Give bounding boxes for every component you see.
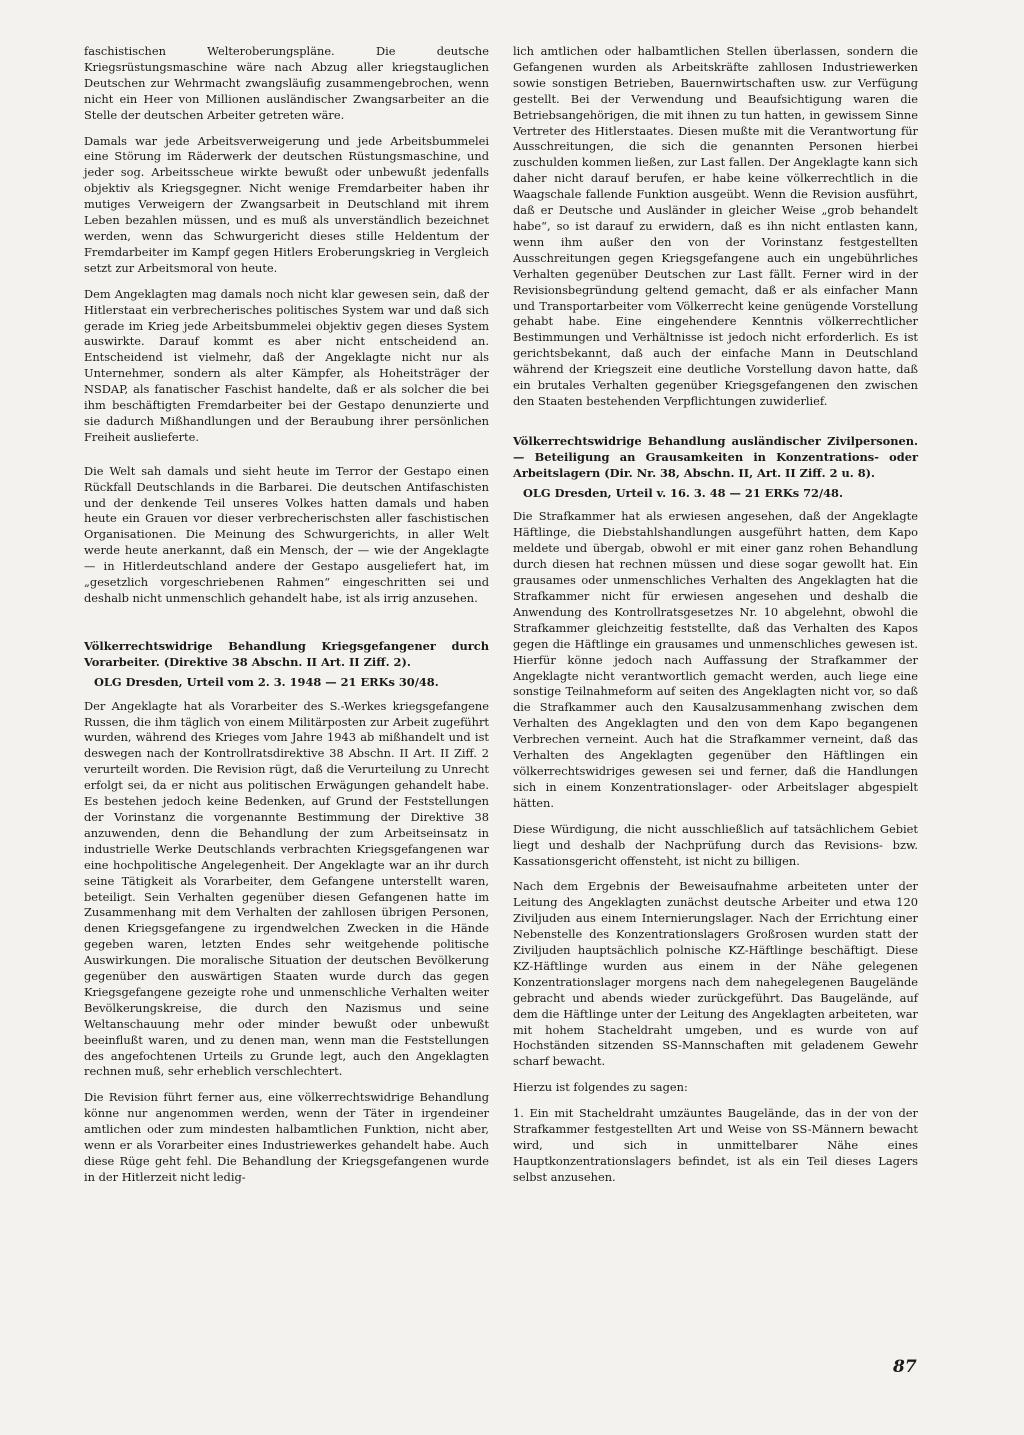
paragraph: faschistischen Welteroberungspläne. Die deutsche Kriegsrüstungsmaschine wäre nach Abzug aller kriegstauglichen Deutschen zur Wehrmacht zwangsläufig zusammengebrochen, wenn nicht ein Heer von Millionen ausländischer Zwangsarbeiter an die Stelle der deutschen Arbeiter getreten wäre. xyxy=(84,44,489,122)
paragraph: Dem Angeklagten mag damals noch nicht klar gewesen sein, daß der Hitlerstaat ein verbrecherisches politisches System war und daß sich gerade im Krieg jede Arbeitsbummelei objektiv gegen dieses System auswirkte. Darauf kommt es aber nicht entscheidend an. Entscheidend ist vielmehr, daß der Angeklagte nicht nur als Unternehmer, sondern als alter Kämpfer, als Hoheitsträger der NSDAP, als fanatischer Faschist handelte, daß er als solcher die bei ihm beschäftigten Fremdarbeiter bei der Gestapo denunzierte und sie dadurch Mißhandlungen und der Beraubung ihrer persönlichen Freiheit auslieferte. xyxy=(84,286,489,444)
paragraph: Die Strafkammer hat als erwiesen angesehen, daß der Angeklagte Häftlinge, die Diebstahlshandlungen ausgeführt hatten, dem Kapo meldete und übergab, obwohl er mit einer ganz rohen Behandlung durch diesen hat rechnen müssen und diese sogar gewollt hat. Ein grausames oder unmenschliches Verhalten des Angeklagten hat die Strafkammer nicht für erwiesen angesehen und deshalb die Anwendung des Kontrollratsgesetzes Nr. 10 abgelehnt, obwohl die Strafkammer gleichzeitig feststellte, daß das Verhalten des Kapos gegen die Häftlinge ein grausames und unmenschliches gewesen ist. Hierfür könne jedoch nach Auffassung der Strafkammer der Angeklagte nicht verantwortlich gemacht werden, auch liege eine sonstige Teilnahmeform auf seiten des Angeklagten nicht vor, so daß die Strafkammer auch den Kausalzusammenhang zwischen dem Verhalten des Angeklagten und den von dem Kapo begangenen Verbrechen verneint. Auch hat die Strafkammer verneint, daß das Verhalten des Angeklagten gegenüber den Häftlingen ein völkerrechtswidriges gewesen sei und ferner, daß die Handlungen sich in einem Konzentrationslager- oder Arbeitslager abgespielt hätten. xyxy=(513,509,918,810)
case-reference: OLG Dresden, Urteil vom 2. 3. 1948 — 21 ERKs 30/48. xyxy=(94,674,439,689)
paragraph: Die Welt sah damals und sieht heute im Terror der Gestapo einen Rückfall Deutschlands in die Barbarei. Die deutschen Antifaschisten und der denkende Teil unseres Volkes hatten damals und haben heute ein Grauen vor dieser verbrecherischsten aller faschistischen Organisationen. Die Meinung des Schwurgerichts, in aller Welt werde heute anerkannt, daß ein Mensch, der — wie der Angeklagte — in Hitlerdeutschland andere der Gestapo ausgeliefert hat, im „gesetzlich vorgeschriebenen Rahmen“ eingeschritten sei und deshalb nicht unmenschlich gehandelt habe, ist als irrig anzusehen. xyxy=(84,463,489,605)
case-heading: Völkerrechtswidrige Behandlung Kriegsgefangener durch Vorarbeiter. (Direktive 38 Abschn. II Art. II Ziff. 2). xyxy=(84,638,489,669)
right-column xyxy=(513,44,918,1196)
left-column xyxy=(84,44,489,1196)
paragraph: Nach dem Ergebnis der Beweisaufnahme arbeiteten unter der Leitung des Angeklagten zunächst deutsche Arbeiter und etwa 120 Ziviljuden aus einem Internierungslager. Nach der Errichtung einer Nebenstelle des Konzentrationslagers Großrosen wurden statt der Ziviljuden hauptsächlich polnische KZ-Häftlinge beschäftigt. Diese KZ-Häftlinge wurden aus einem in der Nähe gelegenen Konzentrationslager morgens nach dem nahegelegenen Baugelände gebracht und abends wieder zurückgeführt. Das Baugelände, auf dem die Häftlinge unter der Leitung des Angeklagten arbeiteten, war mit hohem Stacheldraht umgeben, und es wurde von auf Hochständen sitzenden SS-Mannschaften mit geladenem Gewehr scharf bewacht. xyxy=(513,879,918,1069)
paragraph: Diese Würdigung, die nicht ausschließlich auf tatsächlichem Gebiet liegt und deshalb der Nachprüfung durch das Revisions- bzw. Kassationsgericht offensteht, ist nicht zu billigen. xyxy=(513,821,918,868)
paragraph: 1. Ein mit Stacheldraht umzäuntes Baugelände, das in der von der Strafkammer festgestellten Art und Weise von SS-Männern bewacht wird, und sich in unmittelbarer Nähe eines Hauptkonzentrationslagers befindet, ist als ein Teil dieses Lagers selbst anzusehen. xyxy=(513,1106,918,1184)
paragraph: lich amtlichen oder halbamtlichen Stellen überlassen, sondern die Gefangenen wurden als Arbeitskräfte zahllosen Industriewerken sowie sonstigen Betrieben, Bauernwirtschaften usw. zur Verfügung gestellt. Bei der Verwendung und Beaufsichtigung waren die Betriebsangehörigen, die mit ihnen zu tun hatten, in gewissem Sinne Vertreter des Hitlerstaates. Diesen mußte mit die Verantwortung für Ausschreitungen, die sich die genannten Personen hierbei zuschulden kommen ließen, zur Last fallen. Der Angeklagte kann sich daher nicht darauf berufen, er habe keine völkerrechtlich in die Waagschale fallende Funktion ausgeübt. Wenn die Revision ausführt, daß er Deutsche und Ausländer in gleicher Weise „grob behandelt habe“, so ist darauf zu erwidern, daß es ihn nicht entlasten kann, wenn ihm außer den von der Vorinstanz festgestellten Ausschreitungen gegen Kriegsgefangene auch ein ungebührliches Verhalten gegenüber Deutschen zur Last fällt. Ferner wird in der Revisionsbegründung geltend gemacht, daß er als einfacher Mann und Transportarbeiter vom Völkerrecht keine genügende Vorstellung gehabt habe. Eine eingehendere Kenntnis völkerrechtlicher Bestimmungen und Verhältnisse ist jedoch nicht erforderlich. Es ist gerichtsbekannt, daß auch der einfache Mann in Deutschland während der Kriegszeit eine deutliche Vorstellung davon hatte, daß ein brutales Verhalten gegenüber Kriegsgefangenen den zwischen den Staaten bestehenden Verpflichtungen zuwiderlief. xyxy=(513,44,918,408)
paragraph: Hierzu ist folgendes zu sagen: xyxy=(513,1080,688,1095)
page-number: 87 xyxy=(893,1357,917,1377)
paragraph: Damals war jede Arbeitsverweigerung und jede Arbeitsbummelei eine Störung im Räderwerk der deutschen Rüstungsmaschine, und jeder sog. Arbeitsscheue wirkte bewußt oder unbewußt jedenfalls objektiv als Kriegsgegner. Nicht wenige Fremdarbeiter haben ihr mutiges Verweigern der Zwangsarbeit in Deutschland mit ihrem Leben bezahlen müssen, und es muß als unverständlich bezeichnet werden, wenn das Schwurgericht dieses stille Heldentum der Fremdarbeiter im Kampf gegen Hitlers Eroberungskrieg in Vergleich setzt zur Arbeitsmoral von heute. xyxy=(84,133,489,275)
case-reference: OLG Dresden, Urteil v. 16. 3. 48 — 21 ERKs 72/48. xyxy=(523,485,843,500)
case-heading: Völkerrechtswidrige Behandlung ausländischer Zivilpersonen. — Beteiligung an Grausamkeiten in Konzentrations- oder Arbeitslagern (Dir. Nr. 38, Abschn. II, Art. II Ziff. 2 u. 8). xyxy=(513,433,918,480)
paragraph: Die Revision führt ferner aus, eine völkerrechtswidrige Behandlung könne nur angenommen werden, wenn der Täter in irgendeiner amtlichen oder zum mindesten halbamtlichen Funktion, nicht aber, wenn er als Vorarbeiter eines Industriewerkes gehandelt habe. Auch diese Rüge geht fehl. Die Behandlung der Kriegsgefangenen wurde in der Hitlerzeit nicht ledig- xyxy=(84,1090,489,1184)
paragraph: Der Angeklagte hat als Vorarbeiter des S.-Werkes kriegsgefangene Russen, die ihm täglich von einem Militärposten zur Arbeit zugeführt wurden, während des Krieges vom Jahre 1943 ab mißhandelt und ist deswegen nach der Kontrollratsdirektive 38 Abschn. II Art. II Ziff. 2 verurteilt worden. Die Revision rügt, daß die Verurteilung zu Unrecht erfolgt sei, da er nicht aus politischen Erwägungen gehandelt habe. Es bestehen jedoch keine Bedenken, auf Grund der Feststellungen der Vorinstanz die vorgenannte Bestimmung der Direktive 38 anzuwenden, denn die Behandlung der zum Arbeitseinsatz in industrielle Werke Deutschlands verbrachten Kriegsgefangenen war eine hochpolitische Angelegenheit. Der Angeklagte war an ihr durch seine Tätigkeit als Vorarbeiter, dem Gefangene unterstellt waren, beteiligt. Sein Verhalten gegenüber diesen Gefangenen hatte im Zusammenhang mit dem Verhalten der zahllosen übrigen Personen, denen Kriegsgefangene zu irgendwelchen Zwecken in die Hände gegeben waren, letzten Endes sehr weitgehende politische Auswirkungen. Die moralische Situation der deutschen Bevölkerung gegenüber den auswärtigen Staaten wurde durch das gegen Kriegsgefangene gezeigte rohe und unmenschliche Verhalten weiter Bevölkerungskreise, die durch den Nazismus und seine Weltanschauung mehr oder minder bewußt oder unbewußt beeinflußt waren, und zu denen man, wenn man die Feststellungen des angefochtenen Urteils zu Grunde legt, auch den Angeklagten rechnen muß, sehr erheblich verschlechtert. xyxy=(84,698,489,1079)
